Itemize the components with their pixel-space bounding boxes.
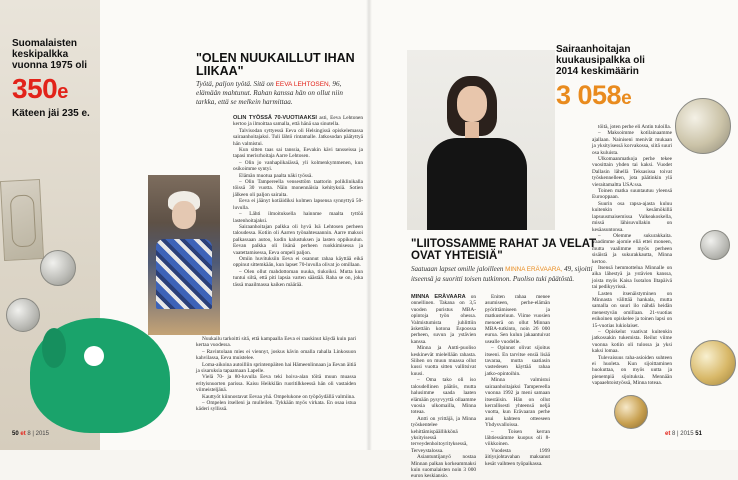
coin-image <box>700 230 730 260</box>
magazine-logo: et <box>20 431 26 437</box>
portrait-photo-eeva <box>148 175 220 335</box>
lead-in: MINNA ERÄVAARA <box>411 294 466 300</box>
article-column-right-3 <box>592 124 672 387</box>
body-paragraph: Omiin huvituksiin Eeva ei osannut rahaa käyttää eikä oppinut sittemkään, kun lapset 70-luvulla olivat jo omillaan. <box>233 255 363 269</box>
stat-caption: Sairaanhoitajan kuukausipalkka oli 2014 keskimäärin <box>556 44 645 77</box>
deck-byline: EEVA LEHTOSEN, <box>275 81 331 88</box>
lead-rest: asti, Eeva Lehtonen kertoo ja ilmoittaa samalla, että hänä saa sinutella. <box>233 115 363 128</box>
body-paragraph: Tulevaisuus raha-asioiden suhteen ei huoleta. Kun sijoittaminen huokuttaa, on myös uutta ja pienempiä sijoituksia. Mennään vapaaehtoistyössä, Minna toteaa. <box>592 354 672 387</box>
lead-rest: on onnellinen. Takana on 3,5 vuoden puristus MBA-opintoja työn ohessa. Valmistumista juhlittiin äskettäin kotona Espoossa perheen, suvun ja ystävien kanssa. <box>411 294 476 345</box>
piggy-bank-image <box>30 318 170 433</box>
body-paragraph: Ulkomaanmatkoja perhe tekee vuosittain yhden tai kaksi. Vuodet Dallasin lähellä Teksasissa toivat työskennelleen, jota päätinkin ylä vieraitamaltta USA:ssa. <box>592 156 672 188</box>
body-paragraph: – Opinnot olivat sijoitus itseeni. En tarvitse ensiä lisää tavaraa, mutta saatiasin vastedesen käyttää rahaa jatko-opintoihin. <box>485 345 550 377</box>
body-paragraph: – Olemme sukurakkaita. Vaadimme ajomie eliä ettei moneen, mutta vaalimme myös perheen sisäistä ja sukurakkautta, Minna kertoo. <box>592 232 672 265</box>
stat-value <box>556 81 656 113</box>
coin-image <box>40 250 76 286</box>
body-paragraph: – Ravintolaan mies ei viennyt, joskus kävin omalla rahalla Linkosuon kahvilassa, Eeva muistelee. <box>196 348 356 362</box>
body-paragraph: – Oma tako oli iso taloudellinen päätös, mutta halusimme saada laaten elämään pysyvyyttä ollaamme vuosia ulkomailla, Minna toteaa. <box>411 377 476 416</box>
body-paragraph: – Olin Tampereella vensesttöm taattorin poliklinikalla töissä 30 vuotta. Näin monennäisia kehityksiä. Sotien jälkeen oli paljon sairaita. <box>233 179 363 198</box>
coin-image <box>690 340 736 386</box>
body-paragraph: Loma-aikoina autoilliin sprintenpäiten hai Hämeenlinnaan ja Eevan äitiä ja sisaruksia tapaamaan Lapelle. <box>196 361 356 375</box>
lead-in: OLIN TYÖSSÄ 70-VUOTIAAKSI <box>233 115 317 121</box>
lead-paragraph <box>233 115 363 128</box>
body-paragraph: – Olen ollut mahdottoman nuuka, tiukoiksi. Mutta kun tuntui siltä, että piti lapsia varten säästää. Raha se on, joka tässä maailmassa kaiken määrää. <box>233 268 363 288</box>
article-headline-right: "LIITOSSAMME RAHAT JA VELAT OVAT YHTEISIÄ" <box>411 238 597 262</box>
banknote-image <box>0 179 44 261</box>
stat-caption: Suomalaisten keskipalkka vuonna 1975 oli <box>12 38 88 71</box>
magazine-logo: et <box>665 431 671 437</box>
page-number: 51 <box>695 431 702 437</box>
article-column-left-1 <box>233 115 363 288</box>
body-paragraph: – Maksoimme kotilainaamme ajallaan. Nainiseni menivät mukaan ja yksityisessä korvakossa, siitä suuri osa kuluista. <box>592 130 672 156</box>
stat-box-left <box>12 38 92 119</box>
body-paragraph: Minna valmistui sairaanhoitajaksi Tampereella vuonna 1992 ja meni samaan itsestäisin. Hän on ollut kerrallisesti yhteensä neljä vuotta, kun Erävaaran perhe asui kahteen otteeseen Yhdysvalloissa. <box>485 377 550 429</box>
stat-box-right <box>556 44 656 113</box>
portrait-clothing <box>427 138 527 230</box>
lead-paragraph <box>411 294 476 345</box>
body-paragraph: Eeva ei jäänyt kotiäidiksi kolmen lapsensa synnyttyä 50-luvulla. <box>233 198 363 211</box>
body-paragraph: Talvisodan syttyessä Eeva oli Helsingissä opiskelemassa sairaanhoitajaksi. Tuli lähtö rintamalle. Jatkosodan päätyttyä hän valmistui. <box>233 127 363 147</box>
body-paragraph: Toinen matka suuntautuu yleensä Eurooppaan. <box>592 188 672 201</box>
body-paragraph: Kauttyöt kiinnostavat Eevaa yhä. Ompelukone on työpöydällä valmiina. <box>202 393 356 400</box>
body-paragraph: Nuukailu tarkoitti sitä, että kampaalla Eeva ei raaskinut käydä kuin pari kertaa vuodessa. <box>196 336 356 349</box>
coin-image <box>614 395 648 429</box>
stat-number: 3 058 <box>556 80 622 110</box>
portrait-face <box>457 86 487 122</box>
body-paragraph: Sairaanhoitajan palkka oli hyvä Isä Lehtosen perheen taloudessa. Kotiin oli Aarren työnahtesaannin. Aarre maksoi palkassaan autoo, kodin kalustuksen ja lasten oppikoulun. Eevan palkka oli lisänä perheen ruokkimisessa ja vaatettamisessa, Eeva ompeli paljon. <box>233 223 363 256</box>
deck-text: Työtä, paljon työtä. Sitä on <box>196 80 274 88</box>
article-column-right-2 <box>485 294 550 467</box>
issue-number: 8 | 2015 <box>672 431 694 437</box>
body-paragraph: Lasten itsenäistyminen on Minnasta välittää hankala, mutta samalla on suuri ilo nähdä heidän menestyvän omillaan. 21-vuotias esikoinen opiskelee ja toinen lapsi on 15-vuotias lukiolaiset. <box>592 290 672 329</box>
deck-rest: 49, sijoitti itseensä ja suoritti toisen tutkinnon. Puoliso tuki päätöstä. <box>411 265 593 283</box>
stat-number: 350 <box>12 73 58 104</box>
deck-byline: MINNA ERÄVAARA, <box>505 266 563 273</box>
portrait-dress <box>156 239 212 309</box>
body-paragraph: Kun sitten taas sai tanssia, Eevakin kävi tansseissa ja tapasi merisrhoitaja Aarre Lehtosen. <box>233 147 363 160</box>
body-paragraph: Eniten rahaa menee asumiseen, perhe-elämän pyörittämiseen ja matkusteluun. Viime vuosien menoerä on ollut Minnan MBA-tutkinto, noin 26 000 euroa. Sen kulun jakaantuivat usealle vuodelle. <box>485 294 550 345</box>
stat-value <box>12 75 92 106</box>
body-paragraph: Asiantuntijanyö nostaa Minnan palkan korkeammaksi kuin suomalaisten noin 3 000 euron keskiansio. <box>411 454 476 480</box>
article-deck-left <box>196 80 364 107</box>
stat-subtext: Käteen jäi 235 e. <box>12 108 90 119</box>
body-paragraph: Vielä 70- ja 80-luvulla Eeva teki hoiva-alan töitä muun muassa erityisnuorten parissa. Kaisu Heikkilän ruoritilkkeessä hän oli vastaiden viimeisteljänä. <box>196 374 356 394</box>
body-paragraph: Antti on yrittäjä, ja Minna työskentelee kehittämispäällikkönä yksityisessä terveydenhoitoyrityksessä, Terveystalossa. <box>411 415 476 454</box>
article-headline-left: "OLEN NUUKAILLUT IHAN LIIKAA" <box>196 51 355 78</box>
portrait-photo-minna <box>407 50 555 230</box>
body-paragraph: töitä, joten perhe eli Antin tuloilla. <box>598 124 672 130</box>
stat-unit: e <box>621 88 632 109</box>
body-paragraph: Itsensä hemmottelua Minnalle on aika lähestyä ja ystävien kanssa, joista myös Kaisa Isotalon Iltapäivä tai pedikyyrissä. <box>592 264 672 291</box>
body-paragraph: Suurin osa rapsa-ajasta kuluu kuitenkin kesämökillä lapsuusmaisemissa Valkeakoskella, missä lähisuvullakin on kesäasuntonsa. <box>592 200 672 233</box>
portrait-face <box>172 201 196 229</box>
left-page <box>0 0 369 450</box>
article-column-left-2 <box>196 336 356 413</box>
article-column-right-1 <box>411 294 476 480</box>
body-paragraph: – Olin jo vanhapiikaiässä, yli kolmenkymmenen, kun osikoimme syntyi. <box>233 159 363 173</box>
body-paragraph: – Opiskelut vaativat kuitenkin jatkossakin tukemista. Reilut viime vuonna kotiin oli tulossa ja yksi kaksi lomaa. <box>592 329 672 355</box>
coin-image <box>6 298 40 332</box>
article-deck-right <box>411 265 611 284</box>
body-paragraph: – Toisen kerran lähtiessämme kuopus oli 8-viikkoinen. <box>485 428 550 448</box>
page-number: 50 <box>12 431 19 437</box>
body-paragraph: Minna ja Antti-puoliso keskinevät mielellään rahasta. Siihen on muun muassa ollut kussi vuotta sitten vallitsivat kuusi. <box>411 345 476 377</box>
folio-left <box>12 431 49 437</box>
deck-rest: 96, elämään mahtunut. Rahan kanssa hän on ollut niin tarkka, että se melkein harmittaa. <box>196 80 343 106</box>
body-paragraph: Vuodesta 1999 äitiysjohtavahan maksanut kesät vaihteen työpaikassa. <box>485 447 550 467</box>
page-gutter <box>366 0 372 450</box>
body-paragraph: – Ompelen itselleni ja mulleilen. Tykkään myös virkata. En osaa istua käderi syllissä. <box>196 400 356 413</box>
body-paragraph: – Lähti ilmoituksella hainnme maalta tyttöä lastenhoitajaksi. <box>233 211 363 224</box>
issue-number: 8 | 2015 <box>27 431 49 437</box>
stat-unit: e <box>57 81 68 103</box>
body-paragraph: Elämän muotua paalta näki työssä. <box>239 172 313 179</box>
folio-right <box>665 431 702 437</box>
coin-image <box>675 98 731 154</box>
deck-text: Saatuaan lapset omille jaloilleen <box>411 265 504 273</box>
